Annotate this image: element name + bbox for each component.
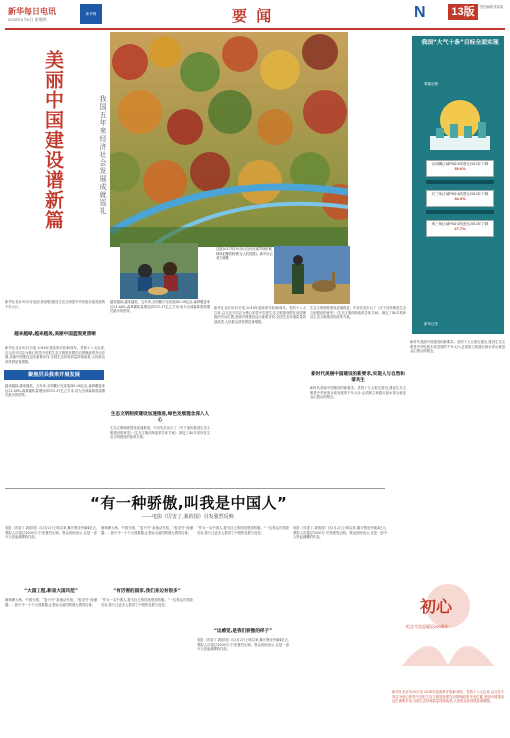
panel-bar-2 — [426, 210, 494, 214]
xinhua-logo: 新华网 — [80, 4, 102, 24]
article2-col1b: 港珠澳大桥、中国天眼、“复兴号”高速动车组、“蛟龙号”深潜器……影片中一个个大国重器,让观众为祖国的强大感到自豪。 — [5, 598, 97, 607]
section-title: 要 闻 — [232, 7, 274, 25]
feature-col4: 生态文明制度建设加速推进。中央先后出台了《关于加快推进生态文明建设的意见》《生态文明体制改革总体方案》,制定了40多项涉及生态文明建设的改革方案。 — [310, 306, 406, 320]
photo-people-water — [120, 243, 198, 299]
feature-col3: 生态文明制度建设加速推进。中央先后出台了《关于加快推进生态文明建设的意见》《生态文明体制改革总体方案》,制定了40多项涉及生态文明建设的改革方案。 — [110, 426, 210, 440]
chuxin-text: 新华社北京9月5日电 2018年是改革开放40周年。党的十八大以来,以习近平同志为核心的党中央把生态文明建设摆在治国理政的突出位置,美丽中国建设迈出重要步伐,全国生态环境质量持续改善,人民群众获得感显著增强。 — [392, 690, 504, 704]
panel-note: 雾霾治理 — [424, 82, 438, 86]
main-photo-forest — [110, 32, 348, 247]
issue-date: 2018年9月6日 星期四 — [8, 17, 47, 22]
feature-byline: 新华社北京9月5日电(记者高敬)建设生态文明是中华民族永续发展的千年大计。 — [5, 300, 105, 309]
panel-title: 我国“大气十条”目标全面实现 — [421, 40, 499, 46]
feature-col5: 新时代美丽中国建设的新要求。党的十九大报告提出,建设生态文明是中华民族永续发展的千年大计,必须树立和践行绿水青山就是金山银山的理念。 — [410, 340, 505, 354]
article2-subhead: ——电影《厉害了,我的国》引发强烈反响 — [142, 514, 234, 520]
article2-col2: 港珠澳大桥、中国天眼、“复兴号”高速动车组、“蛟龙号”深潜器……影片中一个个大国重器,让观众为祖国的强大感到自豪。 — [101, 526, 193, 535]
feature-subhead-3: 新时代美丽中国建设的新要求,实现人与自然和谐共生 — [311, 372, 405, 383]
feature-title: 美丽中国建设谱新篇 — [42, 50, 64, 230]
blue-banner: 聚焦厉兵我来开展发展 — [4, 370, 104, 380]
feature-subtitle: 我国五年来经济社会发展成就巡礼 — [99, 95, 107, 215]
feature-col4b: 新时代美丽中国建设的新要求。党的十九大报告提出,建设生态文明是中华民族永续发展的千年大计,必须树立和践行绿水青山就是金山银山的理念。 — [310, 386, 406, 400]
article2-subhead-a: “大国工程,彰显大国风范” — [24, 589, 78, 594]
article2-subhead-b: “有厉害的国家,我们身边有很多” — [113, 589, 181, 594]
photo-ranger-deer — [274, 246, 350, 304]
photo-caption: 这是2017年10月5日在河北塞罕坝机械林场拍摄的秋景(无人机拍摄)。新华社记者王晓摄 — [216, 247, 273, 261]
panel-bar-1 — [426, 180, 494, 184]
article2-col4: 电影《厉害了,我的国》自3月2日上映以来,累计票房突破4亿元,观影人次超过1000万,引发强烈反响。观众纷纷表示,这是一部令人热血沸腾的作品。 — [293, 526, 387, 540]
chuxin-title: 初心 — [420, 597, 453, 616]
air-quality-panel — [412, 36, 504, 334]
panel-item-changsanjiao: 长三角区域PM2.5浓度比2013年下降 34.3% — [426, 190, 494, 207]
panel-item-zhusanjiao: 珠三角区域PM2.5浓度比2013年下降 27.7% — [426, 220, 494, 237]
article2-headline: “有一种骄傲,叫我是中国人” — [90, 494, 288, 512]
panel-footer: 新华社发 — [424, 322, 438, 326]
feature-subhead-1: 越来越绿,越来越美,美丽中国蓝图更清晰 — [14, 332, 96, 337]
section-divider — [5, 488, 385, 489]
feature-col3b: 新华社北京9月5日电 2018年是改革开放40周年。党的十八大以来,以习近平同志为核心的党中央把生态文明建设摆在治国理政的突出位置,美丽中国建设迈出重要步伐,全国生态环境质量持续改善,人民群众获得感显著增强。 — [214, 306, 306, 325]
page-header — [0, 0, 510, 30]
header-rule — [5, 28, 505, 30]
newspaper-brand: 新华每日电讯 — [8, 7, 56, 16]
panel-item-jingjinji: 京津冀区域PM2.5浓度比2013年下降 39.6% — [426, 160, 494, 177]
article2-col3: “作为一名中国人,我为自己的国家感到骄傲。”一位观众在观影后说,影片让更多人看到了中国的发展与变化。 — [197, 526, 289, 535]
page-number: 13版 — [448, 4, 478, 20]
article2-col3b: 电影《厉害了,我的国》自3月2日上映以来,累计票房突破4亿元,观影人次超过1000万,引发强烈反响。观众纷纷表示,这是一部令人热血沸腾的作品。 — [197, 638, 289, 652]
panel-chart-graphic — [426, 92, 494, 152]
article2-col2b: “作为一名中国人,我为自己的国家感到骄傲。”一位观众在观影后说,影片让更多人看到了中国的发展与变化。 — [101, 598, 193, 607]
article2-col1: 电影《厉害了,我的国》自3月2日上映以来,累计票房突破4亿元,观影人次超过1000万,引发强烈反响。观众纷纷表示,这是一部令人热血沸腾的作品。 — [5, 526, 97, 540]
n-logo-icon: N — [414, 4, 426, 21]
chuxin-caption: 纪念马克思诞辰200周年 — [406, 624, 449, 629]
feature-col1: 新华社北京9月5日电 2018年是改革开放40周年。党的十八大以来,以习近平同志为核心的党中央把生态文明建设摆在治国理政的突出位置,美丽中国建设迈出重要步伐,全国生态环境质量持续改善,人民群众获得感显著增强。 — [5, 346, 105, 365]
feature-col1b: 越来越绿,越来越美。五年来,全国累计完成造林5.08亿亩,森林覆盖率达21.66%,森林蓄积量增加到151.37亿立方米,成为全球森林资源增长最多的国家。 — [5, 384, 105, 398]
chuxin-graphic — [392, 566, 504, 686]
editor-info: 责任编辑 张某某 — [480, 5, 504, 9]
feature-col2: 越来越绿,越来越美。五年来,全国累计完成造林5.08亿亩,森林覆盖率达21.66%,森林蓄积量增加到151.37亿立方米,成为全球森林资源增长最多的国家。 — [110, 300, 210, 314]
feature-subhead-2: 生态文明制度建设加速推进,绿色发展理念深入人心 — [110, 412, 210, 423]
article2-subhead-c: “这感觉,是我们骄傲的样子” — [213, 629, 273, 634]
